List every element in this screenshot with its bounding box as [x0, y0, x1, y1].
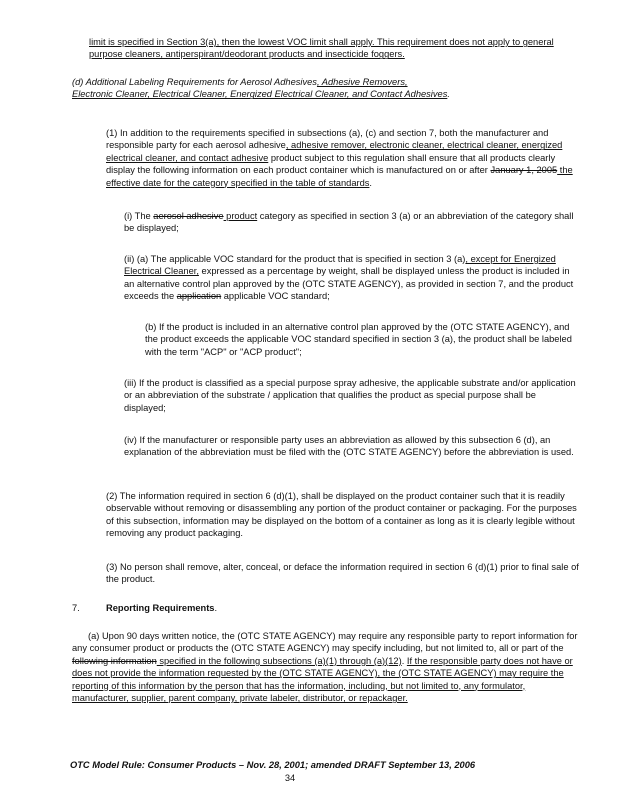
paragraph-d3 [106, 561, 579, 586]
paragraph-text: (i) The [124, 211, 154, 221]
paragraph-text: (a) Upon 90 days written notice, the (OTC STATE AGENCY) may require any responsible party to report information for any consumer product or products the (OTC STATE AGENCY) may specify including, but not limited to, all or part of the [72, 631, 578, 654]
inserted-text: specified in the following subsections (a)(1) through (a)(12) [156, 655, 402, 666]
inserted-text: limit is specified in Section 3(a), then the lowest VOC limit shall apply. This requirement does not apply to general purpose cleaners, antiperspirant/deodorant products and insecticide foggers. [89, 37, 554, 60]
paragraph-text: category as specified in section 3 (a) or an abbreviation of the category shall be displayed; [124, 211, 574, 234]
paragraph-text: product subject to this regulation shall ensure that all products clearly display the following information on each product container which is manufactured on or after [106, 152, 556, 176]
section-7-heading [72, 602, 472, 614]
deleted-text: January 1, 2005 [490, 165, 558, 176]
paragraph-text: (3) No person shall remove, alter, conceal, or deface the information required in section 6 (d)(1) prior to final sale of the product. [106, 562, 579, 585]
paragraph-text: . [369, 177, 372, 188]
inserted-text: Electronic Cleaner, Electrical Cleaner, Energized Electrical Cleaner, and Contact Adhesives [72, 89, 448, 100]
page-number-text: 34 [284, 773, 296, 783]
paragraph-text: (iii) If the product is classified as a special purpose spray adhesive, the applicable substrate and/or application or an abbreviation of the substrate / application that qualifies the product as special purpose shall be displayed; [124, 378, 576, 413]
paragraph-text: (2) The information required in section 6 (d)(1), shall be displayed on the product container such that it is readily observable without removing or disassembling any portion of the product container or packaging. For the purposes of this subsection, information may be displayed on the bottom of a container as long as it is clearly legible without removing any product packaging. [106, 491, 577, 539]
subsection-d-heading [72, 76, 472, 101]
top-underlined-text [89, 36, 565, 61]
inserted-text: , Adhesive Removers, [316, 77, 408, 87]
deleted-text: application [176, 291, 222, 302]
paragraph-text: . [401, 655, 407, 666]
paragraph-text: expressed as a percentage by weight, shall be displayed unless the product is included in an alternative control plan approved by the (OTC STATE AGENCY), as provided in section 7, and the product exceeds the [124, 266, 574, 302]
deleted-text: aerosol adhesive [153, 211, 224, 221]
paragraph-7a [72, 630, 579, 704]
section-number: 7. [72, 603, 80, 613]
heading-suffix: . [447, 89, 450, 100]
item-iii [124, 377, 579, 414]
paragraph-text: (iv) If the manufacturer or responsible party uses an abbreviation as allowed by this subsection 6 (d), an explanation of the abbreviation must be filed with the (OTC STATE AGENCY) before the abbreviation is used. [124, 435, 574, 458]
item-ii-b [145, 321, 575, 358]
paragraph-text: (b) If the product is included in an alternative control plan approved by the (OTC STATE AGENCY), and the product exceeds the applicable VOC standard specified in section 3 (a), the product shall be labeled with the term "ACP" or "ACP product"; [145, 322, 572, 357]
deleted-text: following information [72, 655, 157, 666]
section-title: Reporting Requirements [106, 603, 215, 613]
inserted-text: the effective date for the category specified in the table of standards [106, 165, 573, 188]
item-ii [124, 253, 579, 303]
inserted-text: , except for Energized Electrical Cleaner, [124, 254, 556, 277]
inserted-text: product [223, 211, 258, 221]
item-i [124, 210, 579, 235]
inserted-text: If the responsible party does not have or does not provide the information requested by the (OTC STATE AGENCY), the (OTC STATE AGENCY) may require the reporting of this information by the person that has the information, including, but not limited to, any formulator, manufacturer, supplier, parent company, private labeler, distributor, or repackager. [72, 655, 573, 704]
paragraph-d2 [106, 490, 579, 540]
paragraph-text: (1) In addition to the requirements specified in subsections (a), (c) and section 7, both the manufacturer and responsible party for each aerosol adhesive [106, 128, 549, 151]
paragraph-text: (ii) (a) The applicable VOC standard for the product that is specified in section 3 (a) [124, 254, 466, 264]
paragraph-d1 [106, 127, 579, 189]
heading-text: (d) Additional Labeling Requirements for Aerosol Adhesives [72, 77, 317, 87]
page-footer [70, 759, 550, 771]
inserted-text: , adhesive remover, electronic cleaner, electrical cleaner, energized electrical cleaner, and contact adhesive [106, 140, 563, 163]
item-iv [124, 434, 579, 459]
page-number [270, 772, 310, 784]
paragraph-text: applicable VOC standard; [221, 291, 330, 302]
section-title-period: . [214, 603, 218, 613]
footer-text: OTC Model Rule: Consumer Products – Nov. 28, 2001; amended DRAFT September 13, 2006 [70, 760, 476, 770]
